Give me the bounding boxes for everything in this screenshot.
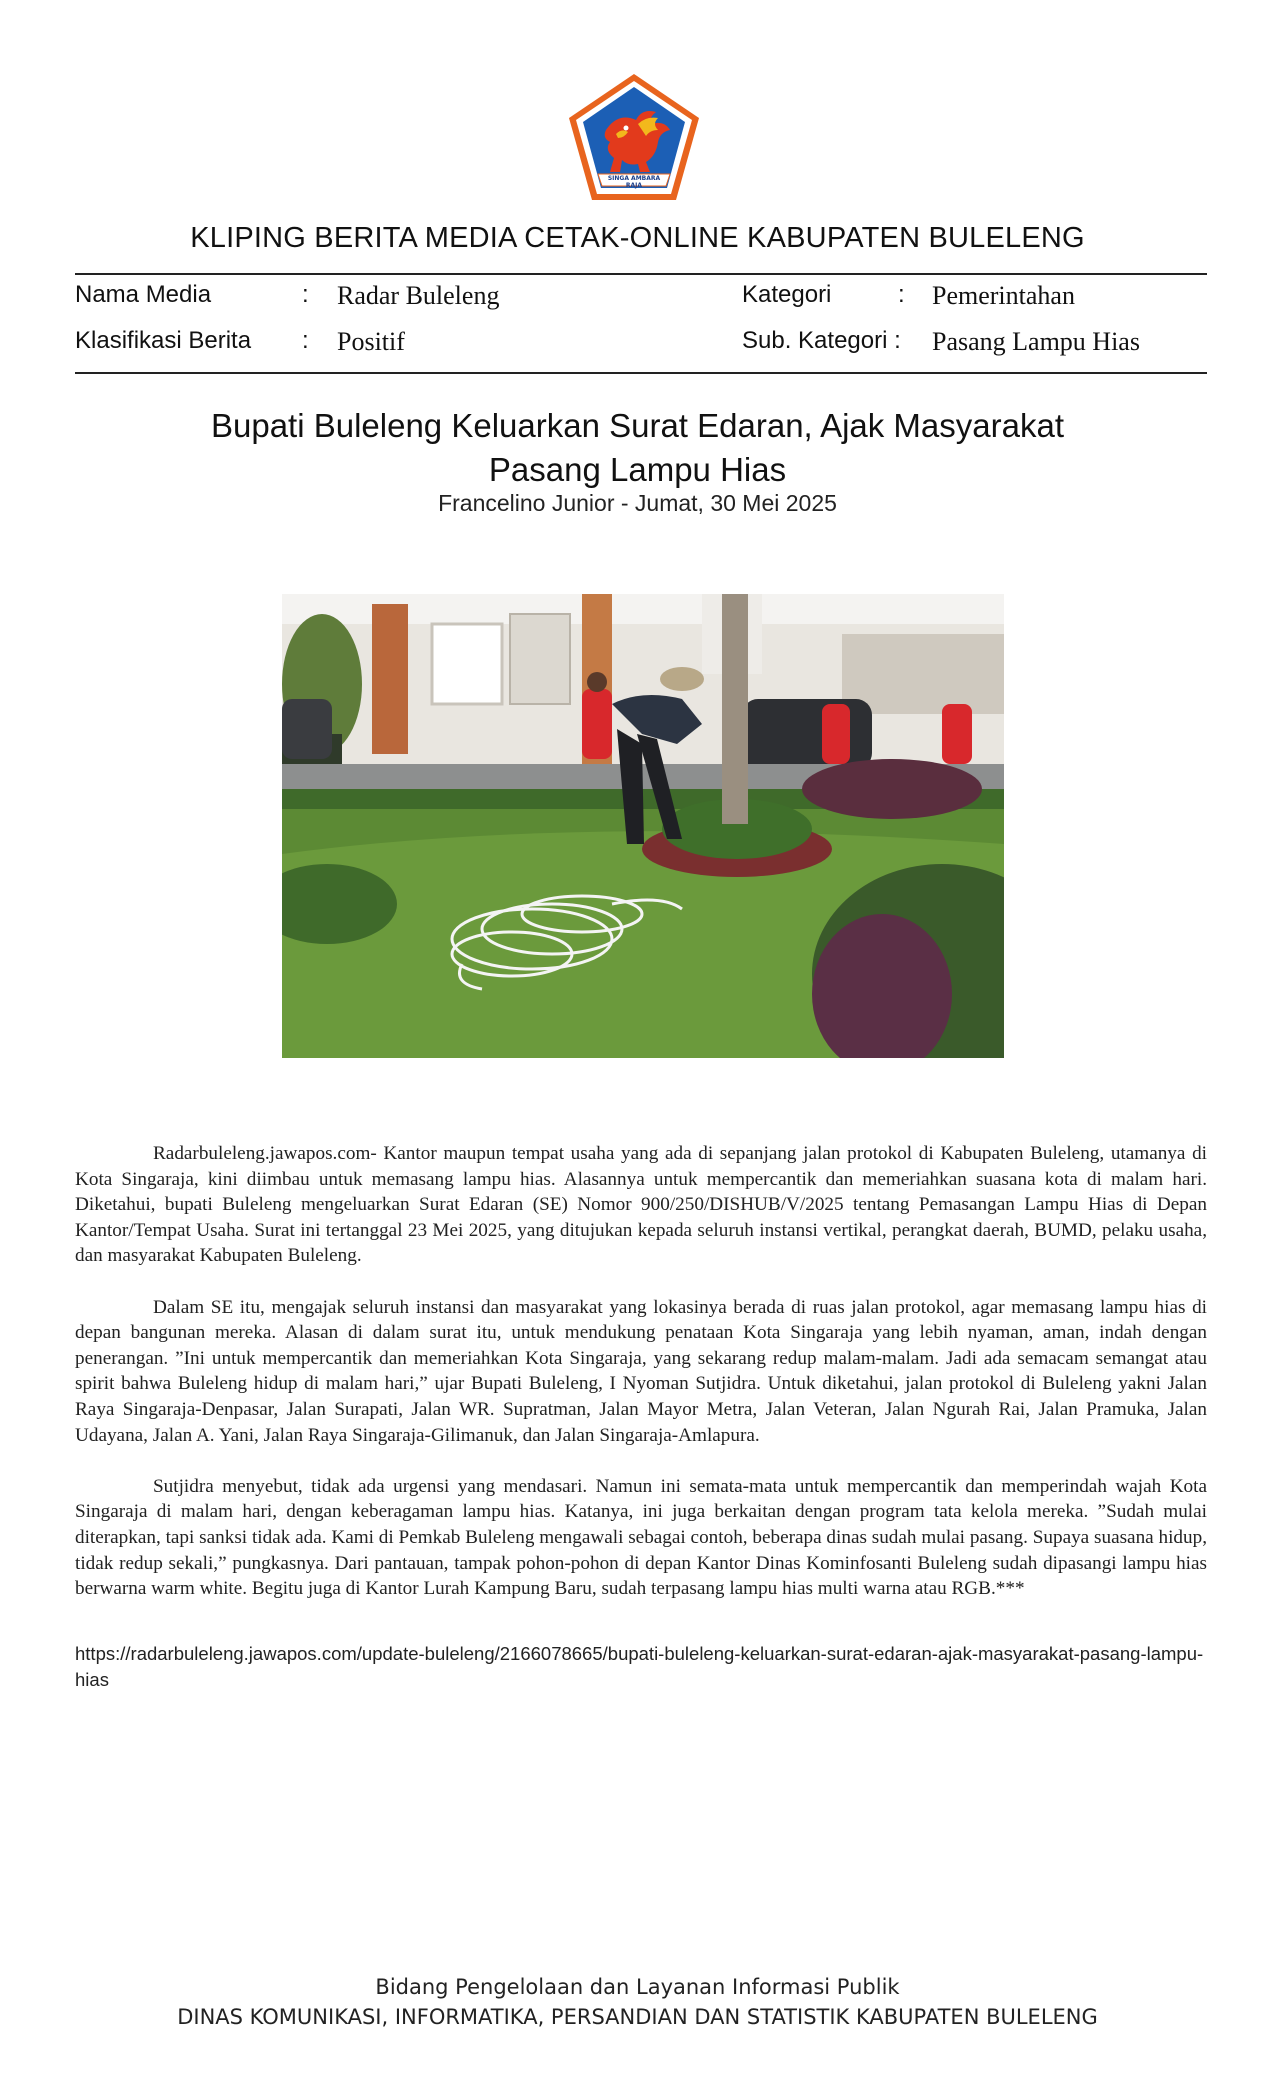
article-paragraph-2: Dalam SE itu, mengajak seluruh instansi dan masyarakat yang lokasinya berada di ruas jalan protokol, agar memasang lampu hias di depan bangunan mereka. Alasan di dalam surat itu, untuk mendukung penataan Kota Singaraja yang lebih nyaman, aman, indah dengan penerangan. ”Ini untuk mempercantik dan memeriahkan Kota Singaraja, yang sekarang redup malam-malam. Jadi ada semacam semangat atau spirit bahwa Buleleng hidup di malam hari,” ujar Bupati Buleleng, I Nyoman Sutjidra. Untuk diketahui, jalan protokol di Buleleng yakni Jalan Raya Singaraja-Denpasar, Jalan Surapati, Jalan WR. Supratman, Jalan Mayor Metra, Jalan Veteran, Jalan Ngurah Rai, Jalan Pramuka, Jalan Udayana, Jalan A. Yani, Jalan Raya Singaraja-Gilimanuk, dan Jalan Singaraja-Amlapura. (75, 1296, 1207, 1446)
classification-value: Positif (337, 327, 405, 356)
article-title-line-1: Bupati Buleleng Keluarkan Surat Edaran, Ajak Masyarakat (210, 407, 1064, 444)
logo-caption: SINGA AMBARA RAJA (607, 175, 661, 189)
classification-label: Klasifikasi Berita (75, 327, 252, 354)
article-source-link[interactable]: https://radarbuleleng.jawapos.com/update-buleleng/2166078665/bupati-buleleng-keluarkan-surat-edaran-ajak-masyarakat-pasang-lampu-hias (75, 1643, 1204, 1690)
article-title-line-2: Pasang Lampu Hias (488, 451, 787, 488)
classification-colon: : (302, 327, 309, 354)
buleleng-regency-logo (566, 72, 702, 202)
article-body (75, 1141, 1207, 1627)
clipping-header-title: KLIPING BERITA MEDIA CETAK-ONLINE KABUPATEN BULELENG (190, 222, 1085, 254)
category-value: Pemerintahan (932, 281, 1075, 310)
article-photo (282, 594, 1004, 1058)
article-byline: Francelino Junior - Jumat, 30 Mei 2025 (438, 490, 837, 516)
category-colon: : (898, 281, 905, 308)
footer-division: Bidang Pengelolaan dan Layanan Informasi Publik (375, 1975, 900, 1999)
media-name-label: Nama Media (75, 281, 212, 308)
subcategory-label: Sub. Kategori : (742, 327, 901, 354)
footer-agency: DINAS KOMUNIKASI, INFORMATIKA, PERSANDIAN DAN STATISTIK KABUPATEN BULELENG (177, 2005, 1098, 2029)
media-name-value: Radar Buleleng (337, 281, 500, 310)
header-top-divider (75, 273, 1207, 275)
article-title (0, 404, 1275, 492)
header-bottom-divider (75, 372, 1207, 374)
subcategory-value: Pasang Lampu Hias (932, 327, 1140, 356)
article-paragraph-3: Sutjidra menyebut, tidak ada urgensi yang mendasari. Namun ini semata-mata untuk mempercantik dan memperindah wajah Kota Singaraja di malam hari, dengan keberagaman lampu hias. Katanya, ini juga berkaitan dengan program tata kelola mereka. ”Sudah mulai diterapkan, tapi sanksi tidak ada. Kami di Pemkab Buleleng mengawali sebagai contoh, beberapa dinas sudah mulai pasang. Supaya suasana hidup, tidak redup sekali,” pungkasnya. Dari pantauan, tampak pohon-pohon di depan Kantor Dinas Kominfosanti Buleleng sudah dipasangi lampu hias berwarna warm white. Begitu juga di Kantor Lurah Kampung Baru, sudah terpasang lampu hias multi warna atau RGB.*** (75, 1475, 1207, 1600)
category-label: Kategori (742, 281, 832, 308)
media-name-colon: : (302, 281, 309, 308)
article-paragraph-1: Radarbuleleng.jawapos.com- Kantor maupun tempat usaha yang ada di sepanjang jalan protokol di Kabupaten Buleleng, utamanya di Kota Singaraja, kini diimbau untuk memasang lampu hias. Alasannya untuk mempercantik dan memeriahkan suasana kota di malam hari. Diketahui, bupati Buleleng mengeluarkan Surat Edaran (SE) Nomor 900/250/DISHUB/V/2025 tentang Pemasangan Lampu Hias di Depan Kantor/Tempat Usaha. Surat ini tertanggal 23 Mei 2025, yang ditujukan kepada seluruh instansi vertikal, perangkat daerah, BUMD, pelaku usaha, dan masyarakat Kabupaten Buleleng. (75, 1143, 1207, 1267)
